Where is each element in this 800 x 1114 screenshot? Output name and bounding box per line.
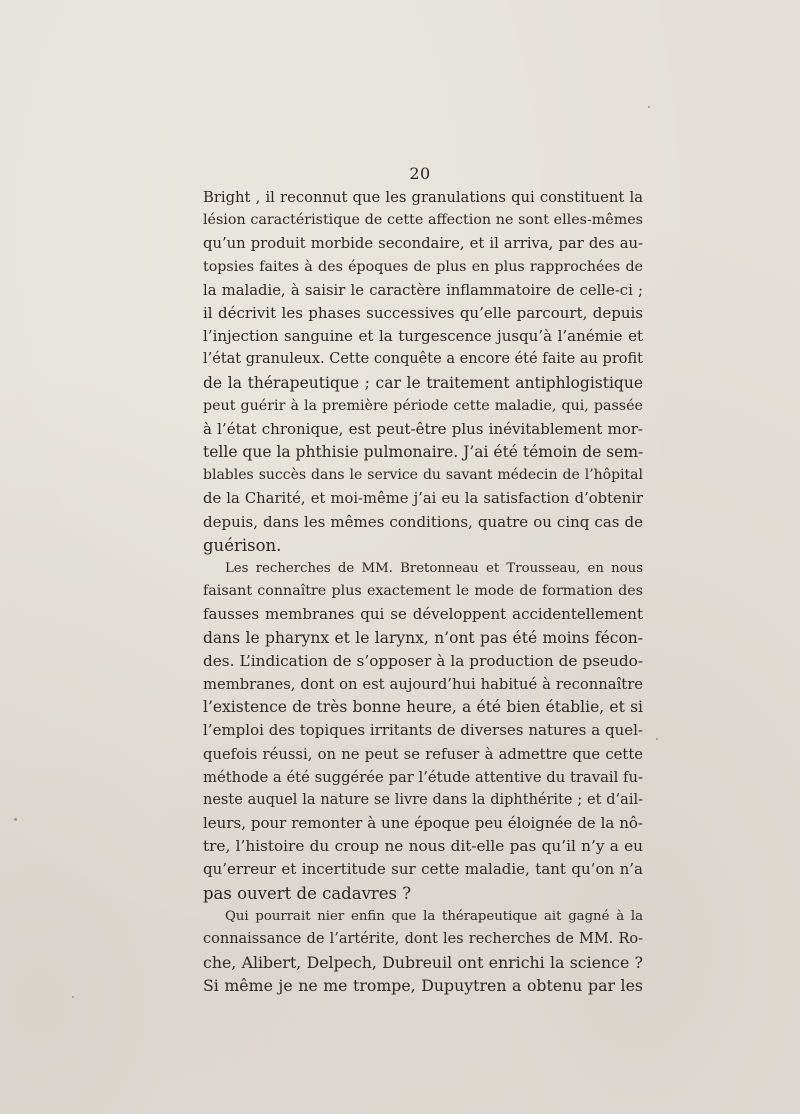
- text-line: blables succès dans le service du savant médecin de l’hôpital: [203, 467, 643, 484]
- text-line: fausses membranes qui se développent accidentellement: [203, 605, 643, 624]
- page-number: 20: [409, 164, 431, 183]
- text-line: neste auquel la nature se livre dans la diphthérite ; et d’ail-: [203, 791, 643, 808]
- text-line: depuis, dans les mêmes conditions, quatre ou cinq cas de: [203, 512, 643, 531]
- text-line: l’existence de très bonne heure, a été bien établie, et si: [203, 698, 643, 717]
- paper-speck: [72, 996, 74, 998]
- text-line: Bright , il reconnut que les granulations qui constituent la: [203, 189, 643, 206]
- text-line: telle que la phthisie pulmonaire. J’ai été témoin de sem-: [203, 443, 644, 462]
- text-line: des. L’indication de s’opposer à la production de pseudo-: [203, 651, 643, 670]
- body-text: [203, 186, 643, 998]
- text-line: l’emploi des topiques irritants de diverses natures a quel-: [203, 721, 643, 740]
- paper-speck: [14, 818, 17, 821]
- text-line: Qui pourrait nier enfin que la thérapeutique ait gagné à la: [225, 908, 643, 924]
- text-line: à l’état chronique, est peut-être plus inévitablement mor-: [203, 419, 643, 438]
- text-line: qu’un produit morbide secondaire, et il arriva, par des au-: [203, 235, 643, 253]
- paper-speck: [656, 738, 658, 740]
- text-line: connaissance de l’artérite, dont les recherches de MM. Ro-: [203, 931, 643, 947]
- text-line: Les recherches de MM. Bretonneau et Trousseau, en nous: [225, 561, 643, 576]
- text-line: l’injection sanguine et la turgescence jusqu’à l’anémie et: [203, 327, 643, 346]
- text-line: Si même je ne me trompe, Dupuytren a obtenu par les: [203, 976, 643, 996]
- text-line: dans le pharynx et le larynx, n’ont pas été moins fécon-: [203, 628, 643, 647]
- text-line: pas ouvert de cadavres ?: [203, 883, 412, 903]
- text-line: faisant connaître plus exactement le mode de formation des: [203, 583, 643, 600]
- text-line: lésion caractéristique de cette affection ne sont elles-mêmes: [203, 212, 643, 229]
- text-line: de la thérapeutique ; car le traitement antiphlogistique: [203, 373, 643, 392]
- text-line: quefois réussi, on ne peut se refuser à admettre que cette: [203, 745, 643, 763]
- text-line: l’état granuleux. Cette conquête a encore été faite au profit: [203, 351, 643, 368]
- text-line: la maladie, à saisir le caractère inflammatoire de celle-ci ;: [203, 281, 643, 299]
- paper-speck: [648, 106, 650, 108]
- text-line: leurs, pour remonter à une époque peu éloignée de la nô-: [203, 814, 643, 833]
- text-line: membranes, dont on est aujourd’hui habitué à reconnaître: [203, 675, 643, 693]
- text-line: guérison.: [203, 535, 282, 555]
- text-line: tre, l’histoire du croup ne nous dit-elle pas qu’il n’y a eu: [203, 837, 643, 856]
- text-line: topsies faites à des époques de plus en plus rapprochées de: [203, 258, 643, 275]
- text-line: qu’erreur et incertitude sur cette maladie, tant qu’on n’a: [203, 860, 643, 879]
- text-line: che, Alibert, Delpech, Dubreuil ont enrichi la science ?: [203, 953, 643, 973]
- text-line: méthode a été suggérée par l’étude attentive du travail fu-: [203, 768, 643, 786]
- text-line: peut guérir à la première période cette maladie, qui, passée: [203, 397, 643, 414]
- text-line: il décrivit les phases successives qu’elle parcourt, depuis: [203, 303, 643, 322]
- text-line: de la Charité, et moi-même j’ai eu la satisfaction d’obtenir: [203, 490, 643, 508]
